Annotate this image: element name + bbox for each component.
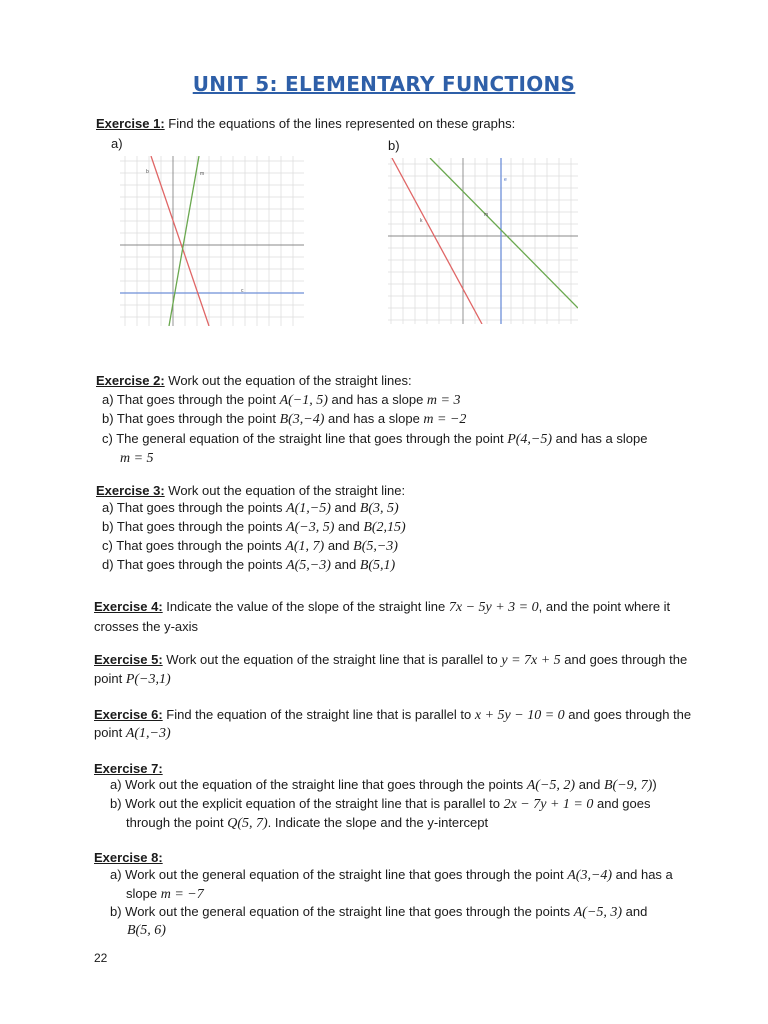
exercise-2c-text: c) The general equation of the straight line that goes through the point [102, 431, 508, 446]
page-title: UNIT 5: ELEMENTARY FUNCTIONS [192, 72, 576, 96]
exercise-2b-text: b) That goes through the point [102, 411, 280, 426]
graph-a-grid [120, 156, 304, 326]
exercise-7b-post2: . Indicate the slope and the y-intercept [267, 815, 489, 830]
exercise-2c [102, 431, 647, 448]
exercise-8b-and: and [622, 904, 648, 919]
exercise-4-post: , and the point where it [538, 599, 671, 614]
exercise-7b-post: and goes [593, 796, 651, 811]
exercise-6-point: A(1,−3) [125, 726, 171, 741]
exercise-7a-point-a: A(−5, 2) [526, 778, 576, 793]
exercise-8-heading: Exercise 8: [94, 850, 163, 865]
exercise-3c-text: c) That goes through the points [102, 538, 286, 553]
exercise-6-equation: x + 5y − 10 = 0 [474, 708, 565, 723]
exercise-3b-point-b: B(2,15) [363, 520, 406, 535]
exercise-8a-point: A(3,−4) [567, 868, 613, 883]
exercise-8a [110, 867, 673, 884]
exercise-6-point-label: point [94, 725, 126, 740]
graph-b-red-label: k [420, 218, 423, 224]
exercise-7a-and: and [575, 777, 604, 792]
exercise-5-text: Work out the equation of the straight line that is parallel to [162, 652, 502, 667]
exercise-5-post: and goes through the [560, 652, 688, 667]
exercise-8a-post: and has a [612, 867, 673, 882]
exercise-7b-text: b) Work out the explicit equation of the straight line that is parallel to [110, 796, 504, 811]
exercise-7-label [94, 761, 163, 776]
exercise-3c-and: and [324, 538, 354, 553]
exercise-3d-and: and [330, 557, 360, 572]
exercise-3-label: Exercise 3: [96, 483, 165, 498]
graph-a-green-label: m [200, 171, 205, 177]
exercise-5-line2 [94, 671, 171, 688]
exercise-3 [96, 483, 405, 498]
exercise-4-text: Indicate the value of the slope of the straight line [162, 599, 449, 614]
exercise-3a-and: and [330, 500, 360, 515]
exercise-8b-text: b) Work out the general equation of the straight line that goes through the points [110, 904, 574, 919]
exercise-2a-text: a) That goes through the point [102, 392, 280, 407]
exercise-6-label: Exercise 6: [94, 707, 163, 722]
exercise-8a-slope: m = −7 [160, 887, 204, 902]
exercise-2b [102, 411, 466, 428]
exercise-2a [102, 392, 460, 409]
exercise-1-label: Exercise 1: [96, 116, 165, 131]
graph-b-green-label: m [484, 212, 489, 218]
exercise-1 [96, 116, 515, 131]
exercise-3d-text: d) That goes through the points [102, 557, 287, 572]
exercise-2a-slope: m = 3 [426, 393, 461, 408]
exercise-7a-close: ) [652, 777, 657, 792]
graph-a-point-label: c [241, 288, 244, 294]
exercise-2b-slope: m = −2 [423, 412, 467, 427]
exercise-2b-point: B(3,−4) [279, 412, 325, 427]
page-number: 22 [94, 951, 108, 965]
exercise-6-line2 [94, 725, 171, 742]
exercise-3a [102, 500, 399, 517]
graph-a-label: a) [111, 136, 123, 151]
exercise-2a-mid: and has a slope [327, 392, 427, 407]
exercise-5 [94, 652, 687, 669]
exercise-2c-mid: and has a slope [552, 431, 648, 446]
exercise-3c-point-a: A(1, 7) [285, 539, 325, 554]
exercise-3d [102, 557, 395, 574]
exercise-2-text: Work out the equation of the straight lines: [164, 373, 412, 388]
exercise-8b [110, 904, 647, 921]
exercise-2c-slope: m = 5 [120, 451, 154, 466]
exercise-7a-text: a) Work out the equation of the straight line that goes through the points [110, 777, 527, 792]
exercise-8a-text: a) Work out the general equation of the straight line that goes through the point [110, 867, 568, 882]
exercise-4-equation: 7x − 5y + 3 = 0 [448, 600, 539, 615]
exercise-5-point: P(−3,1) [125, 672, 171, 687]
exercise-3a-point-a: A(1,−5) [286, 501, 331, 516]
exercise-3a-text: a) That goes through the points [102, 500, 287, 515]
graph-a-green-line [169, 156, 199, 326]
exercise-3b-text: b) That goes through the points [102, 519, 287, 534]
graph-b-point-label: e [504, 177, 507, 183]
exercise-3a-point-b: B(3, 5) [359, 501, 399, 516]
exercise-8a-line2 [126, 886, 204, 903]
exercise-5-point-label: point [94, 671, 126, 686]
exercise-7b-point: Q(5, 7) [227, 816, 268, 831]
exercise-8b-point-a: A(−5, 3) [573, 905, 623, 920]
exercise-7b [110, 796, 650, 813]
exercise-6-text: Find the equation of the straight line that is parallel to [162, 707, 475, 722]
exercise-2c-point: P(4,−5) [507, 432, 553, 447]
graph-b [388, 158, 578, 324]
exercise-3d-point-a: A(5,−3) [286, 558, 331, 573]
exercise-3b-point-a: A(−3, 5) [286, 520, 335, 535]
exercise-8a-slope-label: slope [126, 886, 161, 901]
exercise-3c-point-b: B(5,−3) [353, 539, 398, 554]
exercise-3-text: Work out the equation of the straight line: [164, 483, 406, 498]
exercise-2 [96, 373, 412, 388]
graph-a [120, 156, 304, 326]
exercise-8b-point-b: B(5, 6) [127, 923, 166, 938]
exercise-2-label: Exercise 2: [96, 373, 165, 388]
exercise-5-equation: y = 7x + 5 [501, 653, 561, 668]
exercise-6 [94, 707, 691, 724]
exercise-7-heading: Exercise 7: [94, 761, 163, 776]
exercise-4 [94, 599, 670, 616]
exercise-5-label: Exercise 5: [94, 652, 163, 667]
exercise-1-text: Find the equations of the lines represented on these graphs: [164, 116, 516, 131]
exercise-7a [110, 777, 657, 794]
exercise-3b [102, 519, 406, 536]
exercise-6-post: and goes through the [564, 707, 692, 722]
exercise-7a-point-b: B(−9, 7) [604, 778, 653, 793]
exercise-7b-line2 [126, 815, 488, 832]
exercise-7b-equation: 2x − 7y + 1 = 0 [503, 797, 594, 812]
exercise-3d-point-b: B(5,1) [359, 558, 396, 573]
exercise-4-label: Exercise 4: [94, 599, 163, 614]
graph-b-red-line [392, 158, 482, 324]
graph-b-label: b) [388, 138, 400, 153]
exercise-3c [102, 538, 398, 555]
graph-a-red-line [151, 156, 209, 326]
graph-b-grid [388, 158, 578, 324]
exercise-8-label [94, 850, 163, 865]
exercise-4-line2: crosses the y-axis [94, 619, 199, 634]
exercise-3b-and: and [334, 519, 364, 534]
exercise-7b-point-label: through the point [126, 815, 228, 830]
exercise-2b-mid: and has a slope [324, 411, 424, 426]
exercise-2a-point: A(−1, 5) [279, 393, 328, 408]
graph-a-red-label: b [146, 169, 149, 175]
